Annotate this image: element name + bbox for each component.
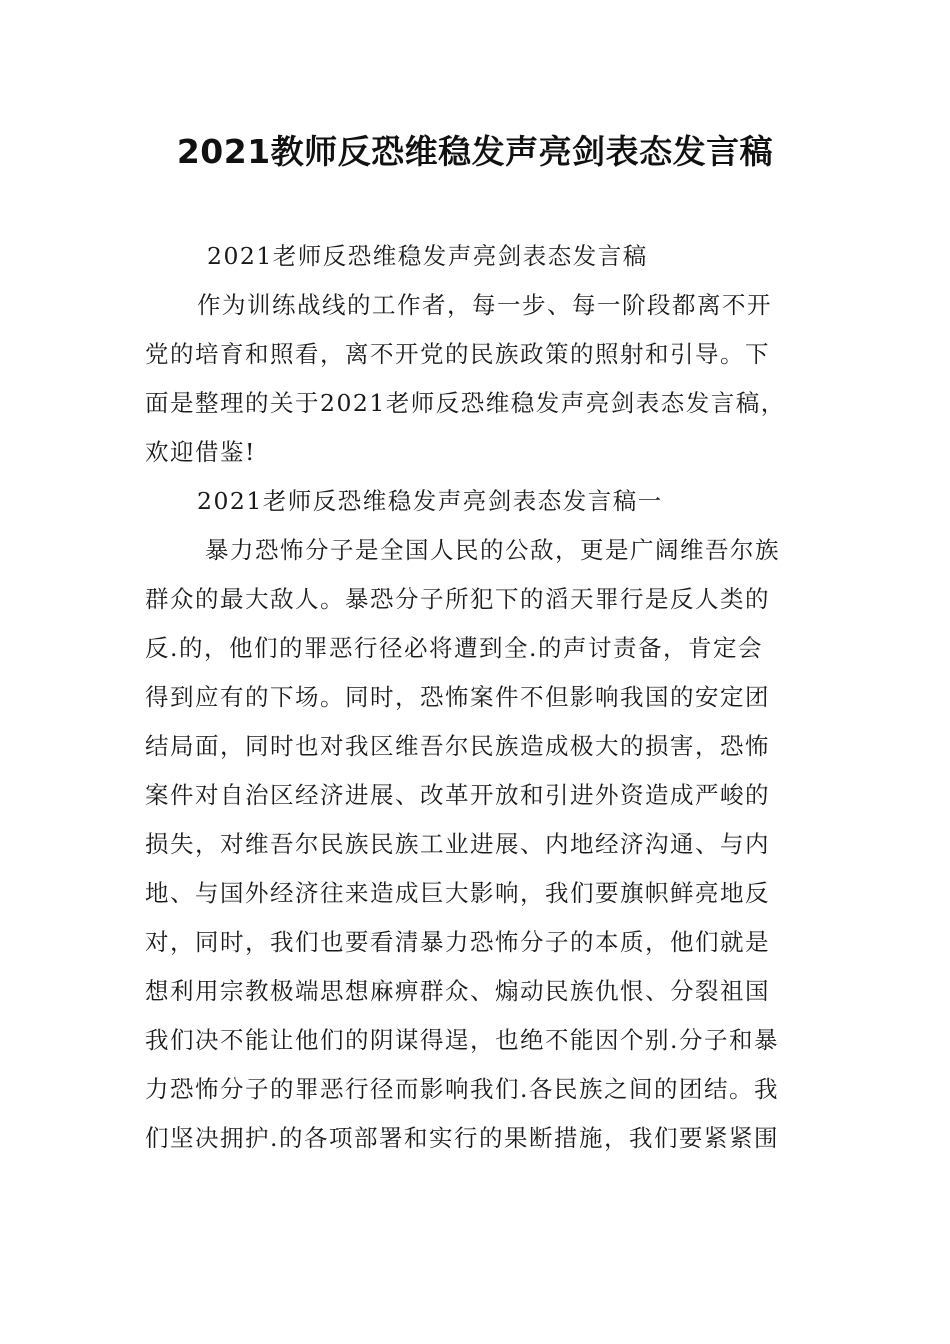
paragraph-line: 我们决不能让他们的阴谋得逞，也绝不能因个别.分子和暴 (145, 1026, 779, 1054)
paragraph-line: 地、与国外经济往来造成巨大影响，我们要旗帜鲜亮地反 (145, 879, 770, 907)
paragraph-line: 党的培育和照看，离不开党的民族政策的照射和引导。下 (145, 340, 770, 368)
paragraph-line: 欢迎借鉴! (145, 438, 256, 466)
document-title: 2021教师反恐维稳发声亮剑表态发言稿 (176, 132, 774, 171)
paragraph-line: 们坚决拥护.的各项部署和实行的果断措施，我们要紧紧围 (145, 1124, 779, 1152)
document-body (145, 232, 807, 1163)
paragraph-line: 结局面，同时也对我区维吾尔民族造成极大的损害，恐怖 (145, 732, 770, 760)
paragraph-line: 作为训练战线的工作者，每一步、每一阶段都离不开 (197, 291, 772, 319)
section-heading: 2021老师反恐维稳发声亮剑表态发言稿一 (197, 487, 663, 515)
paragraph-line: 暴力恐怖分子是全国人民的公敌，更是广阔维吾尔族 (205, 536, 780, 564)
paragraph-line: 对，同时，我们也要看清暴力恐怖分子的本质，他们就是 (145, 928, 770, 956)
paragraph-line: 面是整理的关于2021老师反恐维稳发声亮剑表态发言稿， (145, 389, 786, 417)
paragraph-line: 得到应有的下场。同时，恐怖案件不但影响我国的安定团 (145, 683, 770, 711)
paragraph-line: 损失，对维吾尔民族民族工业进展、内地经济沟通、与内 (145, 830, 770, 858)
paragraph-line: 想利用宗教极端思想麻痹群众、煽动民族仇恨、分裂祖国 (145, 977, 770, 1005)
paragraph-line: 力恐怖分子的罪恶行径而影响我们.各民族之间的团结。我 (145, 1075, 779, 1103)
paragraph-line: 群众的最大敌人。暴恐分子所犯下的滔天罪行是反人类的 (145, 585, 770, 613)
paragraph-line: 案件对自治区经济进展、改革开放和引进外资造成严峻的 (145, 781, 770, 809)
paragraph-line: 反.的，他们的罪恶行径必将遭到全.的声讨责备，肯定会 (145, 634, 763, 662)
subtitle-line: 2021老师反恐维稳发声亮剑表态发言稿 (207, 242, 648, 270)
